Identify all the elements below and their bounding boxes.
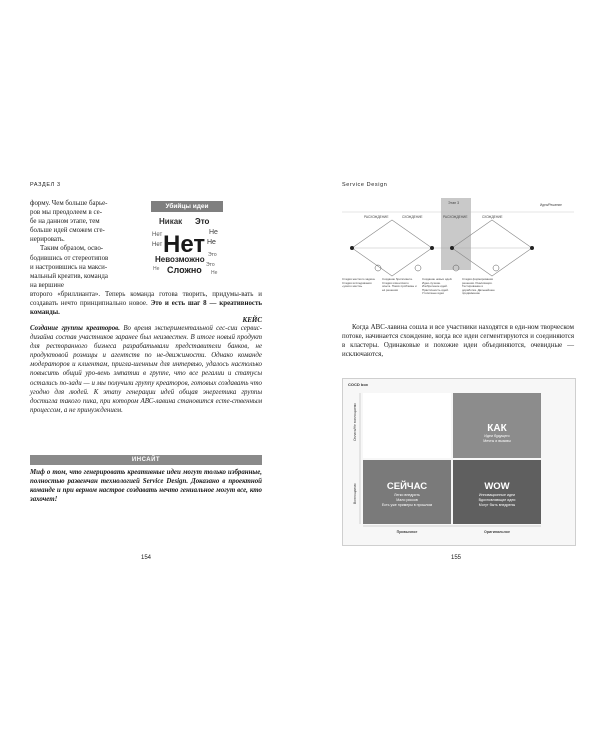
word-cloud-graphic bbox=[151, 212, 223, 278]
y-axis-bottom: Воплощаемо bbox=[353, 483, 357, 504]
stage-highlight bbox=[441, 198, 471, 270]
phase-label: СХОЖДЕНИЕ bbox=[482, 215, 503, 219]
wow-title: WOW bbox=[484, 481, 510, 492]
wrap-line: бодившись от стереотипов bbox=[30, 254, 109, 262]
cloud-word: Это bbox=[195, 217, 210, 226]
insight-text: Миф о том, что генерировать креативные идеи могут только избранные, полностью развенчан технологией Service Design. Доказано в проектной команде и при верном настрое создавать нечто гениальное могут все, кто захочет! bbox=[30, 469, 262, 504]
wow-line: Вдохновляющие идеи bbox=[478, 498, 516, 502]
cloud-word: Сложно bbox=[167, 265, 202, 275]
running-head-right: Service Design bbox=[342, 182, 388, 188]
wrap-line: Таким образом, осво- bbox=[40, 245, 104, 253]
paragraph-tail bbox=[30, 290, 262, 317]
paragraph-tail-text: второго «бриллианта». Теперь команда готова творить, придумы-вать и создавать нечто принципиально новое. bbox=[30, 291, 262, 308]
cloud-word: Невозможно bbox=[155, 255, 205, 264]
now-line: Мало рисков bbox=[396, 498, 418, 502]
stage-label: Этап 3 bbox=[448, 201, 460, 205]
diagram-caption: Стадия жесткого задача. Стадия исследования «узкого места» bbox=[342, 278, 376, 289]
idea-killers-cloud bbox=[151, 201, 223, 283]
phase-label: РАСХОЖДЕНИЕ bbox=[364, 215, 389, 219]
cloud-word: Нет bbox=[152, 232, 163, 238]
kak-line: Идеи будущего bbox=[484, 434, 510, 438]
wrap-line: больше идей сможем сге- bbox=[30, 227, 105, 235]
page-number-left: 154 bbox=[141, 555, 152, 561]
running-head-left: РАЗДЕЛ 3 bbox=[30, 182, 61, 188]
cloud-title: Убийцы идеи bbox=[151, 201, 223, 212]
wrap-line: бе на данном этапе, тем bbox=[30, 218, 100, 226]
kak-line: Мечты и вызовы bbox=[483, 439, 511, 443]
x-axis-left: Привычное bbox=[396, 530, 418, 534]
now-cell bbox=[363, 460, 451, 524]
cocd-box-graphic bbox=[343, 379, 575, 545]
phase-label: РАСХОЖДЕНИЕ bbox=[443, 215, 468, 219]
cloud-word: Нет bbox=[152, 242, 163, 248]
wow-cell bbox=[453, 460, 541, 524]
empty-cell bbox=[363, 393, 451, 458]
wrap-line: и настроившись на макси- bbox=[30, 263, 108, 271]
diagram-caption: Стадия формирования решения. Реализация. Тестирование и доработка. Дальнейшее продвижение bbox=[462, 278, 495, 296]
wrap-line: форму. Чем больше барье- bbox=[30, 200, 108, 207]
now-line: Легко внедрить bbox=[394, 493, 420, 497]
cocd-title: COCD box bbox=[348, 382, 368, 387]
paragraph-tail-bold: Это и есть шаг 8 — креативность команды. bbox=[30, 300, 262, 317]
corner-label: Идея/Решение bbox=[540, 203, 562, 207]
case-lead: Создание группы креаторов. bbox=[30, 325, 120, 332]
wrap-line: мальный креатив, команда bbox=[30, 272, 108, 280]
cloud-word: Не bbox=[209, 229, 218, 236]
cloud-word: Не bbox=[153, 266, 160, 272]
x-axis-right: Оригинальное bbox=[484, 530, 510, 534]
now-line: Есть уже примеры в прошлом bbox=[381, 503, 433, 507]
wrap-line: на вершине bbox=[30, 281, 64, 289]
cloud-word: Не bbox=[211, 270, 218, 276]
cloud-word: Не bbox=[207, 239, 216, 246]
y-axis-top: Оплата/Не воплощаемо bbox=[353, 402, 357, 441]
wow-line: Могут быть внедрены bbox=[478, 503, 516, 507]
cloud-word: Это bbox=[208, 252, 217, 258]
cloud-big-word: Нет bbox=[163, 231, 206, 258]
wow-line: Инновационные идеи bbox=[478, 493, 516, 497]
double-diamond-diagram bbox=[342, 198, 574, 310]
wrap-line: ров мы преодолеем в се- bbox=[30, 209, 102, 217]
right-paragraph-text: Когда АВС-лавина сошла и все участники находятся в еди-ном творческом потоке, начинается схождение, когда все идеи сегментируются и соединяются в кластеры. Одинаковые и похожие идеи объединяются, очевидные — исключаются, bbox=[342, 324, 574, 359]
insight-block bbox=[30, 455, 262, 504]
wrap-line: нерировать. bbox=[30, 236, 65, 244]
diagram-caption: Создание новых идей. Идеи-лучшие. Изобретение идей. Практичность идей. Утопичные идеи bbox=[422, 278, 453, 296]
diagram-graphic bbox=[342, 198, 574, 310]
diagram-caption: Создание бриллианта. Стадия клиентского опыта. Поиск проблемы и её решения bbox=[382, 278, 417, 292]
cocd-box bbox=[342, 378, 576, 546]
case-block bbox=[30, 316, 262, 415]
wrap-text-1 bbox=[30, 199, 148, 290]
case-label: КЕЙС bbox=[242, 316, 262, 324]
kak-title: КАК bbox=[487, 423, 507, 434]
insight-label: ИНСАЙТ bbox=[30, 455, 262, 465]
cloud-word: Никак bbox=[159, 217, 183, 226]
now-title: СЕЙЧАС bbox=[386, 481, 428, 492]
page-number-right: 155 bbox=[451, 555, 462, 561]
right-paragraph bbox=[342, 323, 574, 359]
case-text bbox=[30, 324, 262, 415]
case-body: Во время экспериментальной сес-сии сервис-дизайна состав участников заранее был неизвестен. В итоге новый продукт для ресторанного бизнеса разрабатывали представители банков, не продуктовой розницы и агентств по не-движимости. Однако команде модераторов и клиентам, пригла-шенным для интервью, удалось настолько повысить общий уро-вень эмпатии в группе, что все регалии и статусы остались по-зади — и мы получили группу креаторов, готовых создавать что угодно для людей. К этапу генерации идей общая энергетика группы достигла такого пика, при котором АВС-лавина становится есте-ственным процессом, а не принуждением. bbox=[30, 325, 262, 414]
cloud-word: Это bbox=[206, 262, 215, 268]
phase-label: СХОЖДЕНИЕ bbox=[402, 215, 423, 219]
